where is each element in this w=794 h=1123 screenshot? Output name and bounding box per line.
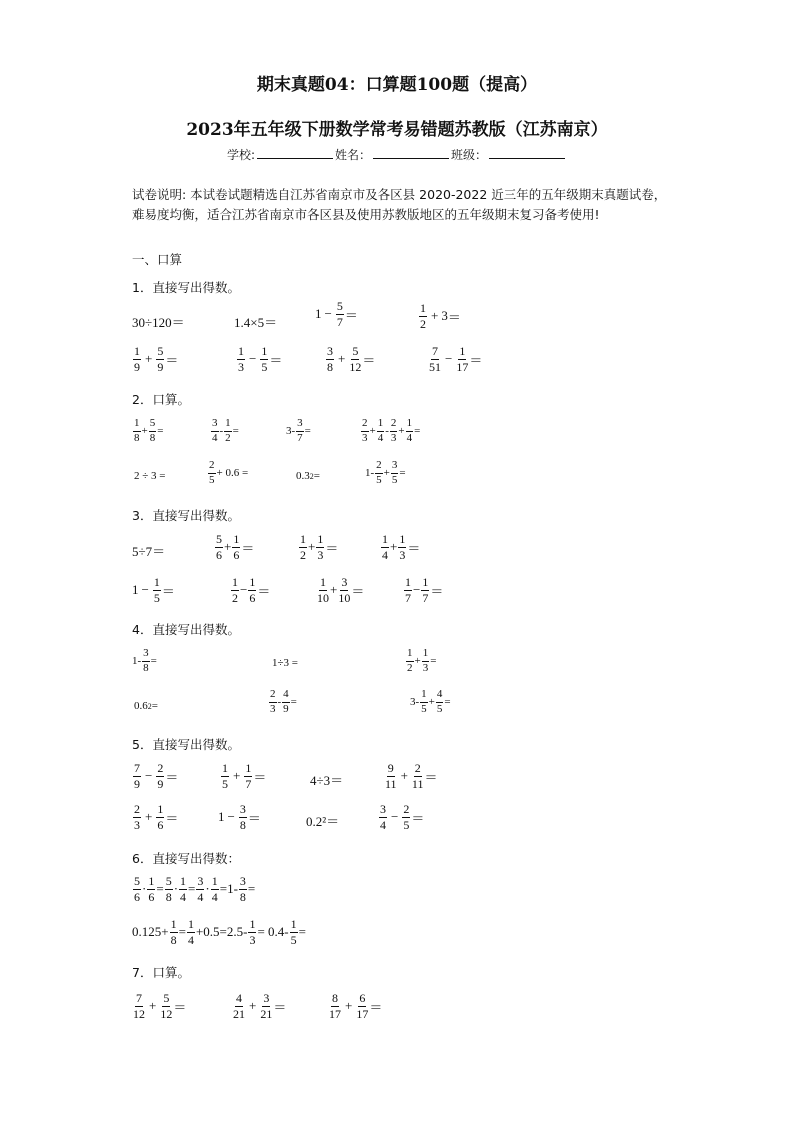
q2-item-7: 0.3 2 = <box>296 470 320 482</box>
q1-item-4: 1 2 + 3 ＝ <box>420 301 461 331</box>
exam-instructions: 试卷说明: 本试卷试题精选自江苏省南京市及各区县 2020-2022 近三年的五年级期末真题试卷，难易度均衡，适合江苏省南京市各区县及使用苏教版地区的五年级期末复习备考使用! <box>132 187 667 222</box>
q3-item-2: 5 6 + $\frac{1}{6}$ ＝ <box>216 532 255 562</box>
page-title: 期末真题04：口算题100题（提高） <box>256 75 538 95</box>
q1-item-2: 1.4×5＝ <box>234 315 278 330</box>
q3-item-1: 5÷7＝ <box>132 544 166 559</box>
question-6-heading: 6．直接写出得数： <box>132 851 240 866</box>
q3-item-8: 1 7 − $\frac{1}{7}$ ＝ <box>405 575 444 605</box>
q7-item-3: 8 17 + $\frac{6}{17}$ ＝ <box>329 991 383 1021</box>
name-label: 姓名： <box>335 148 372 162</box>
q1-item-8: 7 51 − $\frac{1}{17}$ ＝ <box>429 344 483 374</box>
section-heading: 一、口算 <box>132 252 183 267</box>
q4-item-2: 1÷3 = <box>272 657 298 669</box>
q5-item-3: 4÷3＝ <box>310 773 344 788</box>
q2-item-6: 2 5 + 0.6 = <box>209 459 249 486</box>
class-label: 班级： <box>451 148 488 162</box>
school-blank[interactable] <box>257 146 333 159</box>
q5-item-8: 3 4 − $\frac{2}{5}$ ＝ <box>380 802 425 832</box>
q3-item-3: 1 2 + $\frac{1}{3}$ ＝ <box>300 532 339 562</box>
q5-item-7: 0.2²＝ <box>306 814 340 829</box>
q5-item-5: 2 3 + $\frac{1}{6}$ ＝ <box>134 802 179 832</box>
q6-row-1: 5 6 · $\frac{1}{6}$ = $\frac{5}{8}$ · $\frac{1}{4}$ = $\frac{3}{4}$ · $\frac{1}{4}$ = 1- $\frac{3}{8}$ = <box>134 874 256 904</box>
q5-item-1: 7 9 − $\frac{2}{9}$ ＝ <box>134 761 179 791</box>
q1-item-5: 1 9 + $\frac{5}{9}$ ＝ <box>134 344 179 374</box>
q1-item-6: 1 3 − $\frac{1}{5}$ ＝ <box>238 344 283 374</box>
q5-item-4: 9 11 + $\frac{2}{11}$ ＝ <box>385 761 438 791</box>
q3-item-5: 1 − $\frac{1}{5}$ ＝ <box>132 575 175 605</box>
q2-item-4: 2 3 + $\frac{1}{4}$ - 2 3 + $\frac{1}{4}$ = <box>362 417 421 444</box>
q4-item-5: 2 3 - $\frac{4}{9}$ = <box>270 688 297 715</box>
q5-item-2: 1 5 + $\frac{1}{7}$ ＝ <box>222 761 267 791</box>
question-4-heading: 4．直接写出得数。 <box>132 622 240 637</box>
q2-item-8: 1 - 2 5 + $\frac{3}{5}$ = <box>365 459 406 486</box>
q1-item-7: 3 8 + $\frac{5}{12}$ ＝ <box>327 344 376 374</box>
q5-item-6: 1 − $\frac{3}{8}$ ＝ <box>218 802 261 832</box>
q4-item-1: 1 - $\frac{3}{8}$ = <box>132 647 157 674</box>
question-5-heading: 5．直接写出得数。 <box>132 737 240 752</box>
q3-item-4: 1 4 + $\frac{1}{3}$ ＝ <box>382 532 421 562</box>
q3-item-6: 1 2 − $\frac{1}{6}$ ＝ <box>232 575 271 605</box>
q7-item-1: 7 12 + $\frac{5}{12}$ ＝ <box>133 991 187 1021</box>
student-info-line <box>0 146 794 163</box>
name-blank[interactable] <box>373 146 449 159</box>
q4-item-6: 3 - 1 5 + $\frac{4}{5}$ = <box>410 688 451 715</box>
q2-item-3: 3 - $\frac{3}{7}$ = <box>286 417 311 444</box>
school-label: 学校: <box>226 148 255 162</box>
question-1-heading: 1．直接写出得数。 <box>132 280 240 295</box>
q7-item-2: 4 21 + $\frac{3}{21}$ ＝ <box>233 991 287 1021</box>
question-3-heading: 3．直接写出得数。 <box>132 508 240 523</box>
q2-item-2: 3 4 - $\frac{1}{2}$ = <box>212 417 239 444</box>
question-7-heading: 7．口算。 <box>132 965 190 980</box>
page-subtitle: 2023年五年级下册数学常考易错题苏教版（江苏南京） <box>186 120 608 140</box>
question-2-heading: 2．口算。 <box>132 392 190 407</box>
q4-item-3: 1 2 + $\frac{1}{3}$ = <box>407 647 437 674</box>
q2-item-5: 2 ÷ 3 = <box>134 470 166 482</box>
q3-item-7: 1 10 + $\frac{3}{10}$ ＝ <box>317 575 365 605</box>
q2-item-1: 1 8 + $\frac{5}{8}$ = <box>134 417 164 444</box>
q1-item-3: 1 − $\frac{5}{7}$ ＝ <box>315 299 358 329</box>
q6-row-2: 0.125+ $\frac{1}{8}$ = $\frac{1}{4}$ +0.5= 2.5- $\frac{1}{3}$ = 0.4- $\frac{1}{5}$ = <box>132 917 306 947</box>
q1-item-1: 30÷120＝ <box>132 315 185 330</box>
q4-item-4: 0.6 2 = <box>134 700 158 712</box>
class-blank[interactable] <box>489 146 565 159</box>
